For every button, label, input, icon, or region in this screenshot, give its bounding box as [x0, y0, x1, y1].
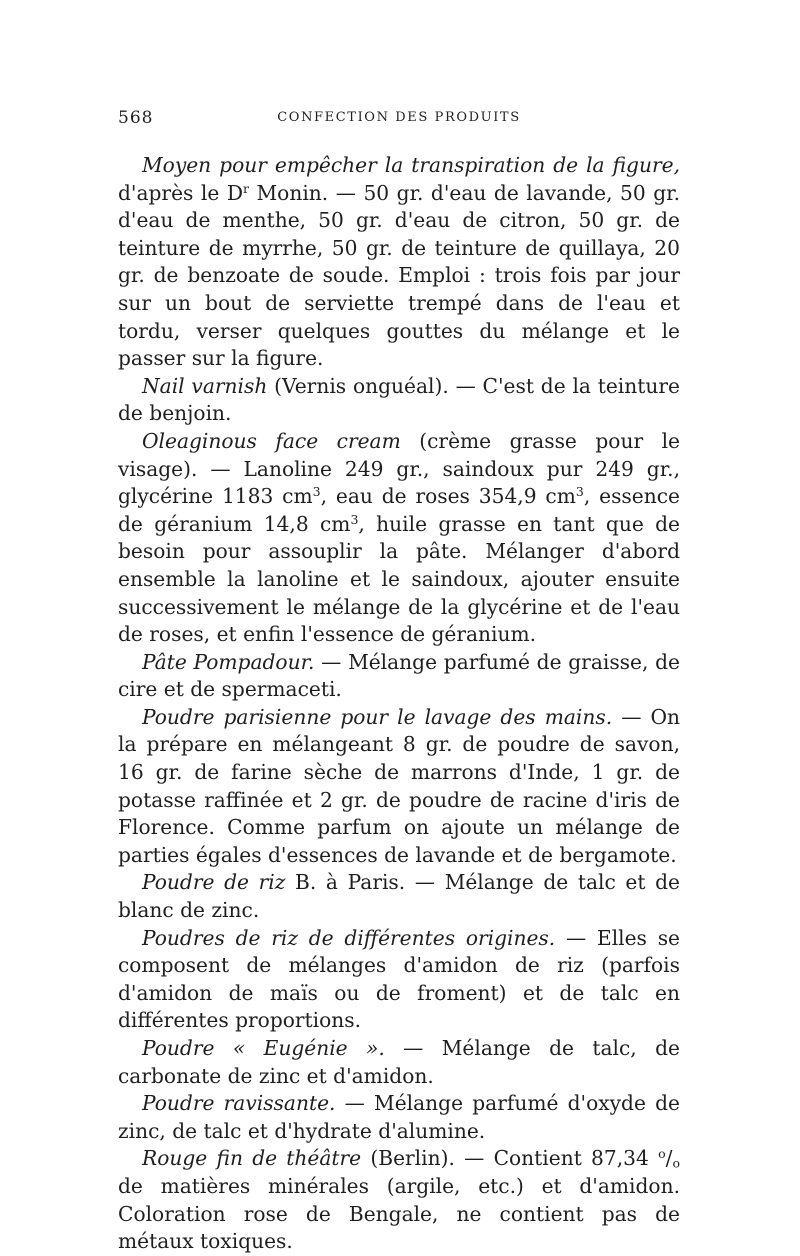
entry-text: (Berlin). — Contient 87,34 [361, 1146, 659, 1171]
superscript: o [658, 1146, 666, 1162]
entry-text: — On la prépare en mélangeant 8 gr. de poudre de savon, 16 gr. de farine sèche de marrons d'Inde, 1 gr. de potasse raffinée et 2 gr. de poudre de racine d'iris de Florence. Comme parfum on ajoute un mélange de parties égales d'essences de lavande et de bergamote. [118, 704, 680, 867]
entry-term: Poudre « Eugénie ». [142, 1036, 385, 1060]
running-head [118, 108, 680, 130]
entry-text: B. à Paris. — Mélange de talc et de blanc de zinc. [118, 870, 680, 923]
page-number: 568 [118, 108, 154, 128]
entry-text: — Mélange de talc, de carbonate de zinc et d'amidon. [118, 1036, 680, 1088]
entry-poudre-parisienne [118, 704, 680, 870]
entry-pate-pompadour [118, 649, 680, 704]
body-text [118, 152, 680, 1256]
entry-text: , essence de géranium 14,8 cm [118, 484, 680, 536]
entry-moyen-transpiration [118, 152, 680, 373]
entry-text: (Vernis onguéal). — C'est de la teinture de benjoin. [118, 373, 680, 426]
entry-text: — Elles se composent de mélanges d'amidon de riz (parfois d'amidon de maïs ou de froment) et de talc en différentes proportions. [118, 925, 680, 1033]
entry-term: Oleaginous face cream [142, 428, 401, 453]
entry-text: / [665, 1146, 673, 1171]
entry-term: Rouge fin de théâtre [142, 1146, 362, 1171]
entry-text: , huile grasse en tant que de besoin pour assouplir la pâte. Mélanger d'abord ensemble la lanoline et le saindoux, ajouter ensuite successivement le mélange de la glycérine et de l'eau de roses, et enfin l'essence de géranium. [118, 511, 680, 647]
superscript: 3 [350, 511, 359, 527]
entry-text: Monin. — 50 gr. d'eau de lavande, 50 gr. d'eau de menthe, 50 gr. d'eau de citron, 50 gr. de teinture de myrrhe, 50 gr. de teinture de quillaya, 20 gr. de benzoate de soude. Emploi : trois fois par jour sur un bout de serviette trempé dans de l'eau et tordu, verser quelques gouttes du mélange et le passer sur la figure. [118, 180, 681, 371]
entry-poudre-de-riz [118, 869, 680, 924]
entry-term: Poudres de riz de différentes origines. [142, 925, 556, 950]
entry-poudres-origines [118, 925, 680, 1035]
entry-term: Nail varnish [142, 373, 268, 398]
entry-term: Poudre parisienne pour le lavage des mains. [142, 704, 613, 729]
entry-nail-varnish [118, 373, 680, 428]
entry-oleaginous-face-cream [118, 428, 680, 649]
entry-term: Poudre ravissante. [142, 1091, 336, 1116]
superscript: r [243, 180, 249, 196]
entry-term: Moyen pour empêcher la transpiration de la figure, [142, 153, 680, 177]
subscript: o [672, 1155, 681, 1171]
entry-term: Poudre de riz [142, 870, 286, 895]
entry-text: (crème grasse pour le visage). — Lanoline 249 gr., saindoux pur 249 gr., glycérine 1183 cm [118, 428, 681, 509]
entry-text: de matières minérales (argile, etc.) et d'amidon. Coloration rose de Bengale, ne contient pas de métaux toxiques. [118, 1173, 680, 1254]
entry-text: d'après le D [118, 180, 244, 205]
entry-poudre-eugenie [118, 1035, 680, 1090]
superscript: 3 [575, 484, 584, 500]
entry-text: , eau de roses 354,9 cm [320, 484, 576, 509]
entry-rouge-fin-theatre [118, 1145, 680, 1255]
entry-term: Pâte Pompadour. [142, 649, 315, 674]
entry-text: — Mélange parfumé d'oxyde de zinc, de talc et d'hydrate d'alumine. [118, 1091, 680, 1143]
entry-text: — Mélange parfumé de graisse, de cire et de spermaceti. [118, 649, 680, 702]
entry-poudre-ravissante [118, 1090, 680, 1145]
superscript: 3 [312, 484, 321, 500]
running-title: CONFECTION DES PRODUITS [277, 110, 521, 125]
